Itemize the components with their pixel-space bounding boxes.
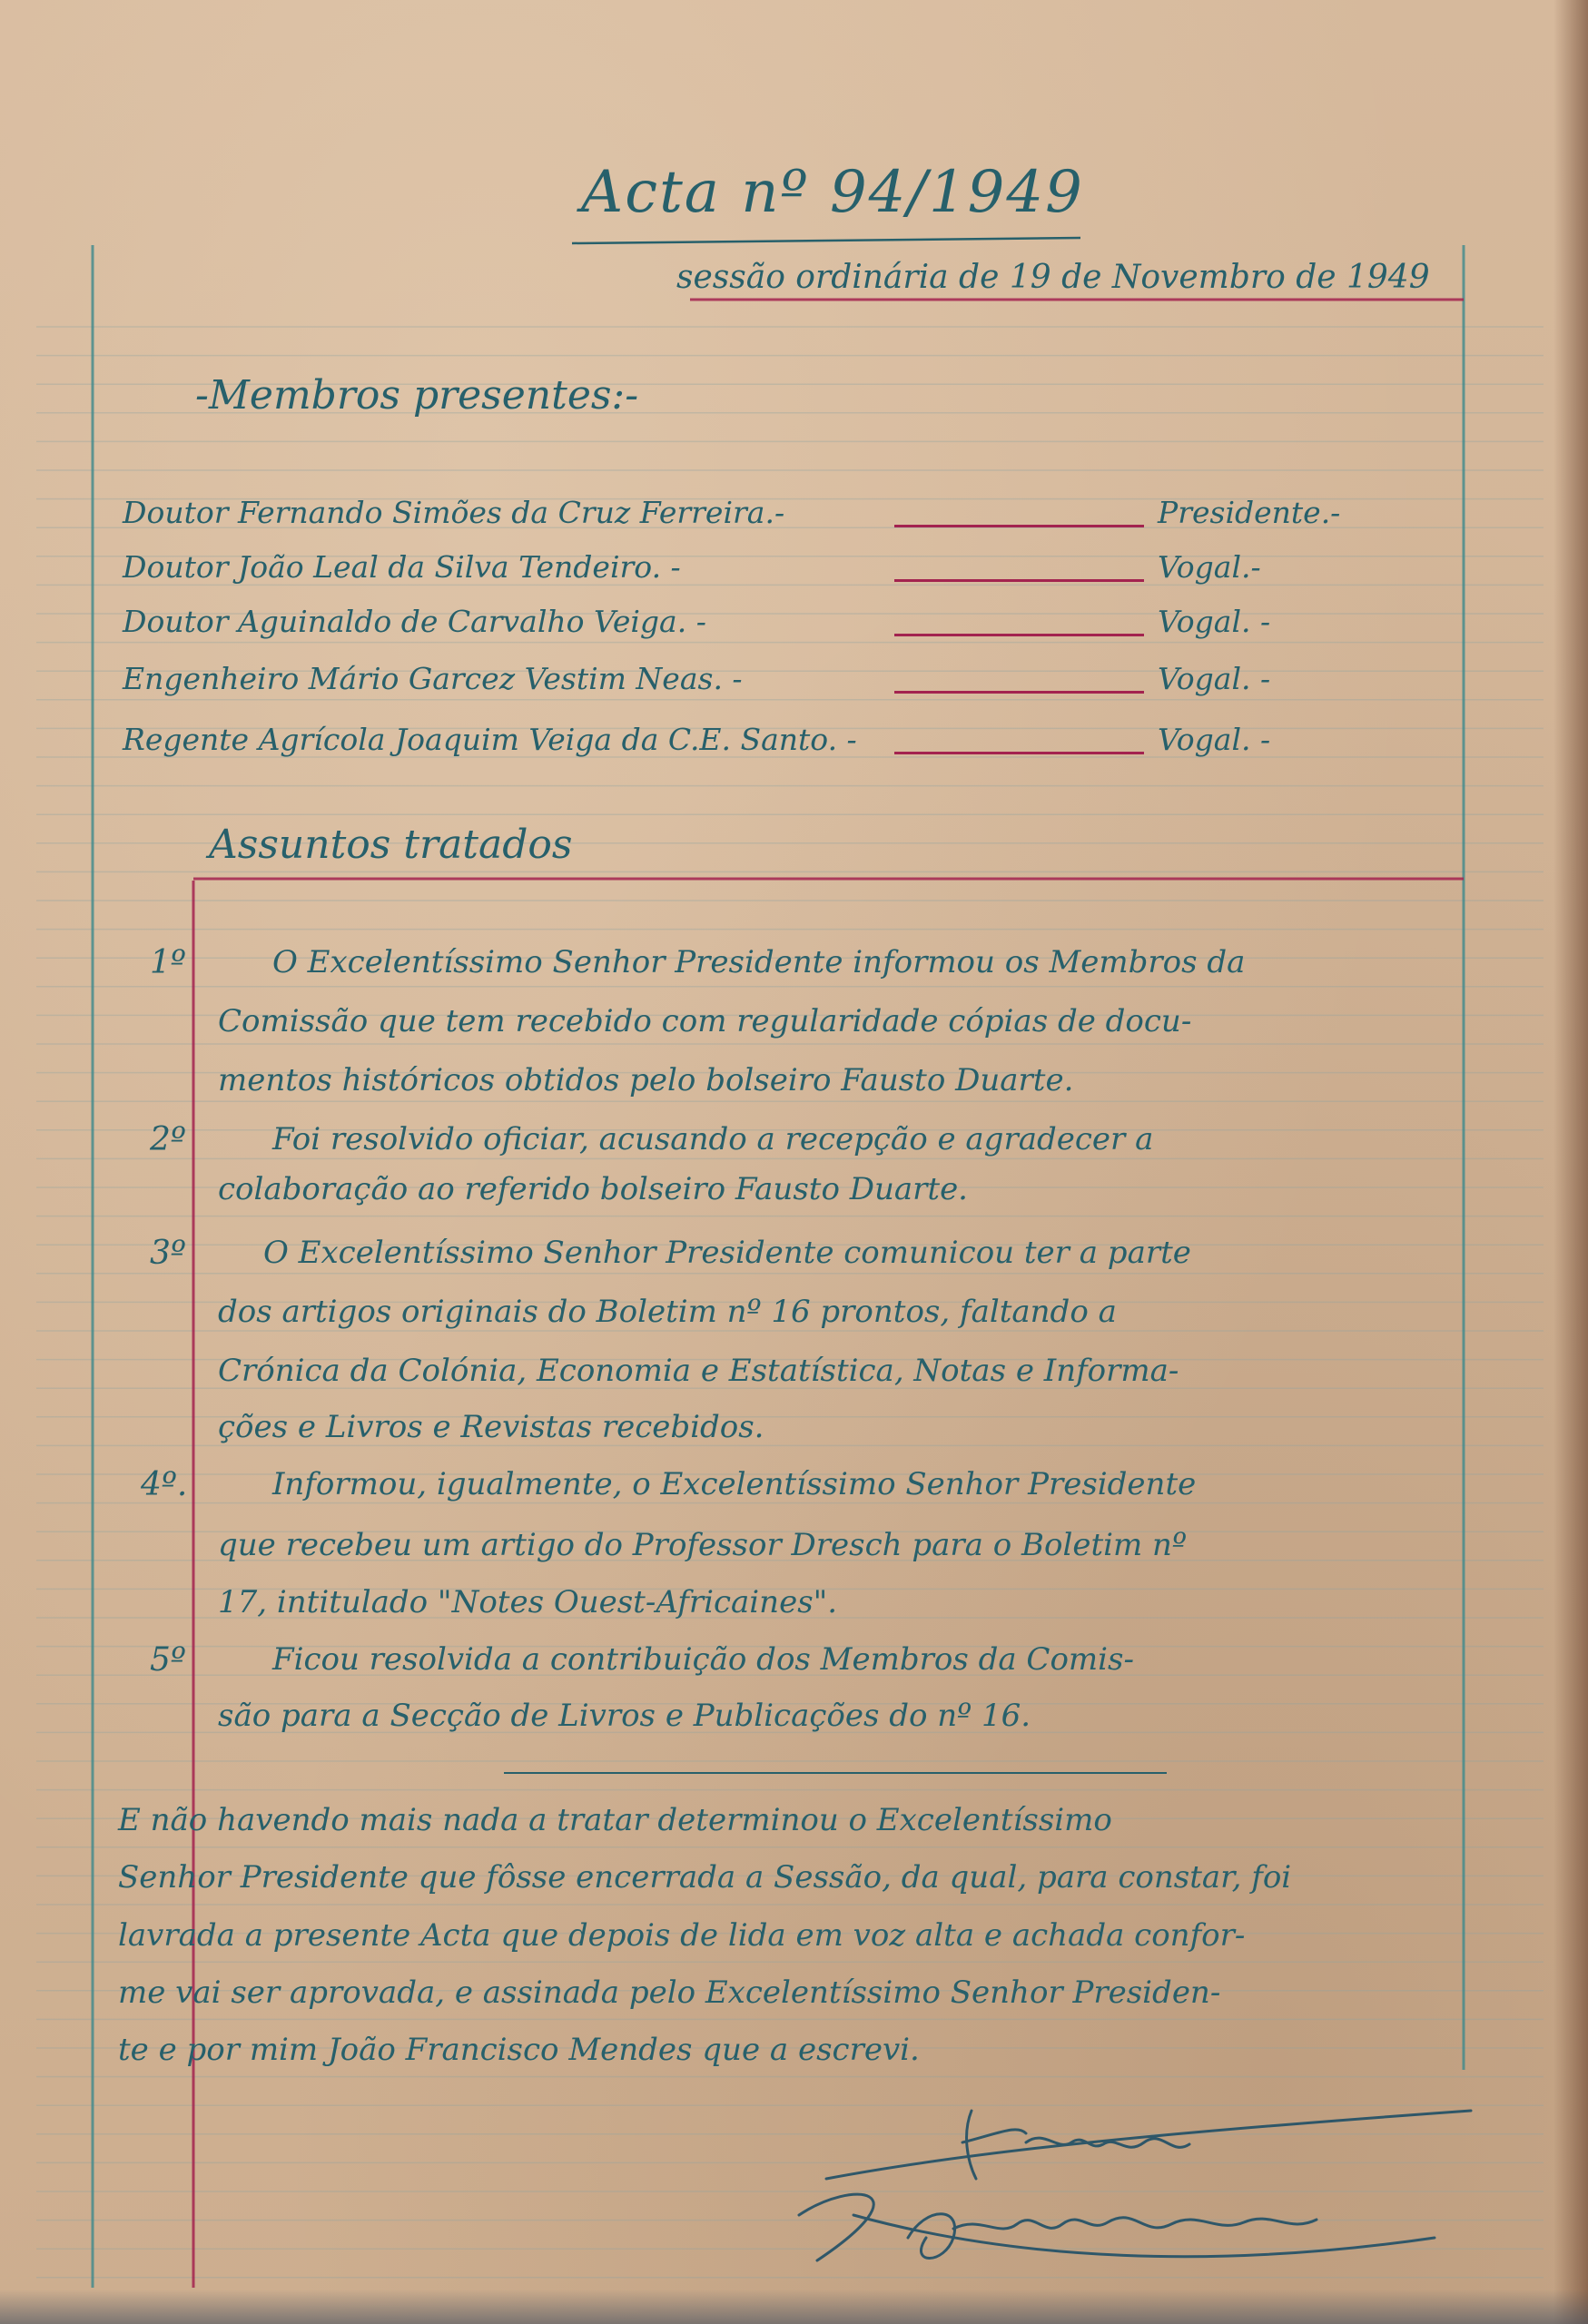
member-fill-line <box>894 691 1144 694</box>
member-name: Doutor Aguinaldo de Carvalho Veiga. - <box>123 604 706 639</box>
item-number: 4º. <box>141 1466 188 1503</box>
closing-line: Senhor Presidente que fôsse encerrada a Sessão, da qual, para constar, foi <box>118 1859 1292 1896</box>
item-line: ções e Livros e Revistas recebidos. <box>218 1409 764 1445</box>
member-fill-line <box>894 634 1144 636</box>
item-line: Ficou resolvida a contribuição dos Membros da Comis- <box>272 1641 1134 1678</box>
member-role: Vogal. - <box>1158 722 1271 757</box>
member-fill-line <box>894 752 1144 754</box>
item-number: 3º <box>150 1235 186 1272</box>
signature-president <box>826 2111 1471 2179</box>
document-title: Acta nº 94/1949 <box>581 159 1084 226</box>
member-name: Doutor João Leal da Silva Tendeiro. - <box>123 549 681 585</box>
item-line: que recebeu um artigo do Professor Dresch para o Boletim nº <box>218 1527 1187 1563</box>
member-fill-line <box>894 579 1144 582</box>
subjects-heading: Assuntos tratados <box>209 822 573 868</box>
item-line: Informou, igualmente, o Excelentíssimo Senhor Presidente <box>272 1466 1197 1502</box>
member-role: Vogal.- <box>1158 549 1261 585</box>
item-number: 2º <box>150 1121 186 1158</box>
session-subtitle: sessão ordinária de 19 de Novembro de 1949 <box>676 259 1430 296</box>
item-line: 17, intitulado "Notes Ouest-Africaines". <box>218 1584 838 1620</box>
closing-line: te e por mim João Francisco Mendes que a escrevi. <box>118 2032 920 2068</box>
item-line: dos artigos originais do Boletim nº 16 prontos, faltando a <box>218 1294 1117 1330</box>
closing-line: me vai ser aprovada, e assinada pelo Excelentíssimo Senhor Presiden- <box>118 1974 1221 2011</box>
member-role: Vogal. - <box>1158 604 1271 639</box>
closing-line: E não havendo mais nada a tratar determinou o Excelentíssimo <box>118 1802 1112 1838</box>
item-line: O Excelentíssimo Senhor Presidente informou os Membros da <box>272 944 1246 980</box>
member-role: Presidente.- <box>1158 495 1341 530</box>
member-name: Engenheiro Mário Garcez Vestim Neas. - <box>123 661 743 696</box>
item-line: Crónica da Colónia, Economia e Estatística, Notas e Informa- <box>218 1353 1179 1389</box>
item-line: Foi resolvido oficiar, acusando a recepção e agradecer a <box>272 1121 1154 1157</box>
member-name: Doutor Fernando Simões da Cruz Ferreira.- <box>123 495 785 530</box>
book-spine-shadow <box>1553 0 1588 2324</box>
signature-secretary <box>799 2194 1435 2260</box>
member-role: Vogal. - <box>1158 661 1271 696</box>
item-line: são para a Secção de Livros e Publicações do nº 16. <box>218 1698 1031 1734</box>
handwritten-signatures <box>745 2079 1489 2297</box>
item-line: Comissão que tem recebido com regularidade cópias de docu- <box>218 1003 1192 1039</box>
item-line: colaboração ao referido bolseiro Fausto Duarte. <box>218 1171 968 1207</box>
item-line: O Excelentíssimo Senhor Presidente comunicou ter a parte <box>263 1235 1191 1271</box>
item-line: mentos históricos obtidos pelo bolseiro Fausto Duarte. <box>218 1062 1074 1098</box>
item-number: 5º <box>150 1641 186 1679</box>
item-number: 1º <box>150 944 186 981</box>
member-name: Regente Agrícola Joaquim Veiga da C.E. Santo. - <box>123 722 857 757</box>
closing-line: lavrada a presente Acta que depois de lida em voz alta e achada confor- <box>118 1917 1246 1954</box>
members-heading: -Membros presentes:- <box>195 372 639 419</box>
member-fill-line <box>894 525 1144 527</box>
